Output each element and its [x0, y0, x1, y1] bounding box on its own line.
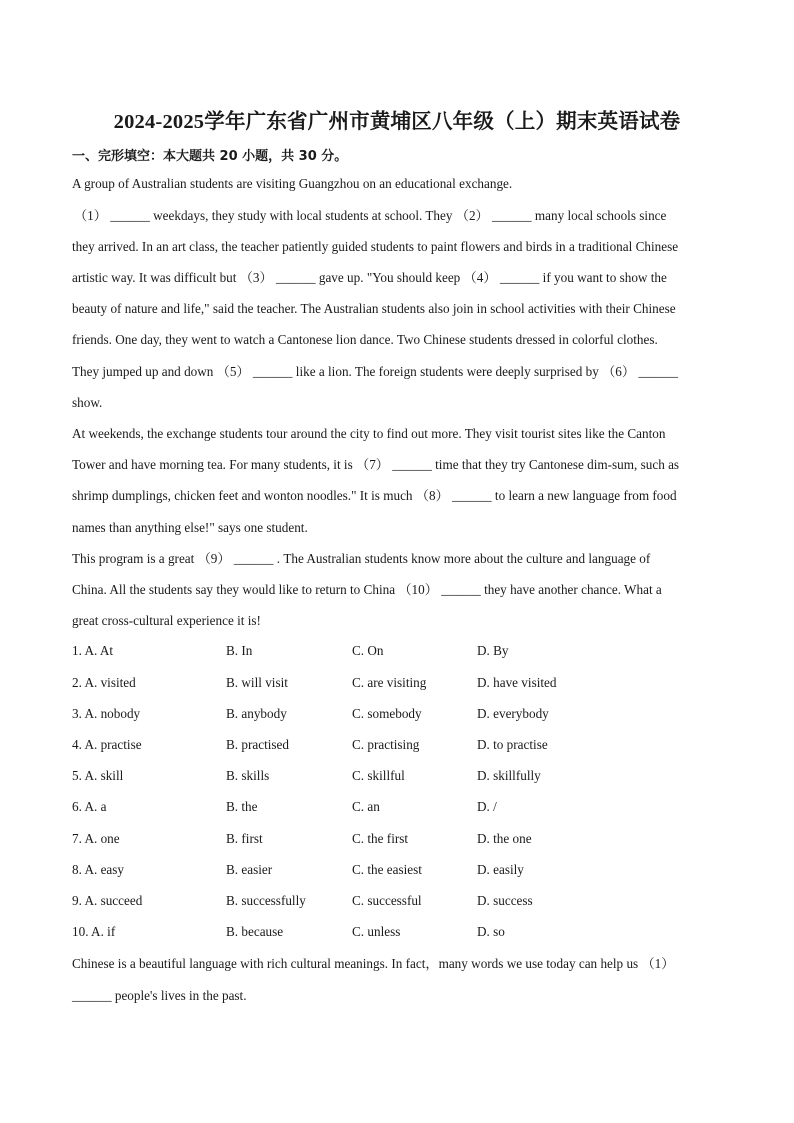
option-d: D. /	[477, 799, 497, 814]
option-d: D. so	[477, 924, 505, 939]
question-row	[72, 675, 722, 693]
option-b: B. successfully	[226, 893, 306, 908]
passage-line: shrimp dumplings, chicken feet and wonton noodles." It is much （8） ______ to learn a new language from food	[72, 488, 677, 503]
question-row	[72, 768, 722, 786]
passage-line: names than anything else!" says one student.	[72, 520, 308, 535]
section-heading: 一、完形填空：本大题共 20 小题，共 30 分。	[72, 149, 348, 164]
option-c: C. practising	[352, 737, 420, 752]
question-row	[72, 799, 722, 817]
passage-line: beauty of nature and life," said the teacher. The Australian students also join in school activities with their Chinese	[72, 301, 676, 316]
passage-line: great cross-cultural experience it is!	[72, 613, 261, 628]
option-c: C. are visiting	[352, 675, 427, 690]
option-a: 4. A. practise	[72, 737, 142, 752]
option-b: B. skills	[226, 768, 270, 783]
option-a: 8. A. easy	[72, 862, 125, 877]
question-row	[72, 737, 722, 755]
option-c: C. the easiest	[352, 862, 422, 877]
option-c: C. an	[352, 799, 380, 814]
option-b: B. practised	[226, 737, 289, 752]
option-a: 2. A. visited	[72, 675, 136, 690]
passage-line: They jumped up and down （5） ______ like a lion. The foreign students were deeply surprised by （6） ______	[72, 364, 678, 379]
passage-line: they arrived. In an art class, the teacher patiently guided students to paint flowers and birds in a traditional Chinese	[72, 239, 679, 254]
option-a: 5. A. skill	[72, 768, 124, 783]
option-a: 1. A. At	[72, 643, 114, 658]
passage-line: ______ people's lives in the past.	[72, 988, 247, 1003]
option-c: C. unless	[352, 924, 401, 939]
option-b: B. will visit	[226, 675, 288, 690]
option-c: C. the first	[352, 831, 409, 846]
passage-line: Tower and have morning tea. For many students, it is （7） ______ time that they try Cantonese dim-sum, such as	[72, 457, 680, 472]
option-c: C. skillful	[352, 768, 405, 783]
option-b: B. the	[226, 799, 258, 814]
question-row	[72, 924, 722, 942]
passage-line: friends. One day, they went to watch a Cantonese lion dance. Two Chinese students dressed in colorful clothes.	[72, 332, 658, 347]
option-a: 7. A. one	[72, 831, 120, 846]
question-row	[72, 893, 722, 911]
option-b: B. easier	[226, 862, 273, 877]
passage-line: A group of Australian students are visiting Guangzhou on an educational exchange.	[72, 176, 513, 191]
option-c: C. On	[352, 643, 384, 658]
option-d: D. to practise	[477, 737, 548, 752]
option-d: D. everybody	[477, 706, 549, 721]
passage-line: At weekends, the exchange students tour around the city to find out more. They visit tourist sites like the Canton	[72, 426, 666, 441]
option-d: D. skillfully	[477, 768, 541, 783]
option-b: B. anybody	[226, 706, 287, 721]
question-row	[72, 643, 722, 661]
passage-line: China. All the students say they would like to return to China （10） ______ they have another chance. What a	[72, 582, 662, 597]
option-c: C. somebody	[352, 706, 422, 721]
option-b: B. first	[226, 831, 263, 846]
question-row	[72, 831, 722, 849]
option-d: D. By	[477, 643, 509, 658]
option-a: 9. A. succeed	[72, 893, 143, 908]
option-d: D. the one	[477, 831, 532, 846]
passage-line: （1） ______ weekdays, they study with local students at school. They （2） ______ many local schools since	[74, 208, 667, 223]
passage-line: show.	[72, 395, 103, 410]
option-a: 10. A. if	[72, 924, 116, 939]
option-d: D. easily	[477, 862, 524, 877]
passage-line: Chinese is a beautiful language with rich cultural meanings. In fact，many words we use today can help us （1）	[72, 956, 675, 971]
option-a: 3. A. nobody	[72, 706, 141, 721]
exam-title: 2024-2025学年广东省广州市黄埔区八年级（上）期末英语试卷	[113, 111, 681, 133]
option-a: 6. A. a	[72, 799, 107, 814]
passage-line: artistic way. It was difficult but （3） ______ gave up. "You should keep （4） ______ if you want to show the	[72, 270, 667, 285]
option-d: D. success	[477, 893, 533, 908]
passage-line: This program is a great （9） ______ . The Australian students know more about the culture and language of	[72, 551, 651, 566]
option-c: C. successful	[352, 893, 422, 908]
question-row	[72, 706, 722, 724]
option-b: B. because	[226, 924, 284, 939]
option-d: D. have visited	[477, 675, 557, 690]
question-row	[72, 862, 722, 880]
option-b: B. In	[226, 643, 253, 658]
